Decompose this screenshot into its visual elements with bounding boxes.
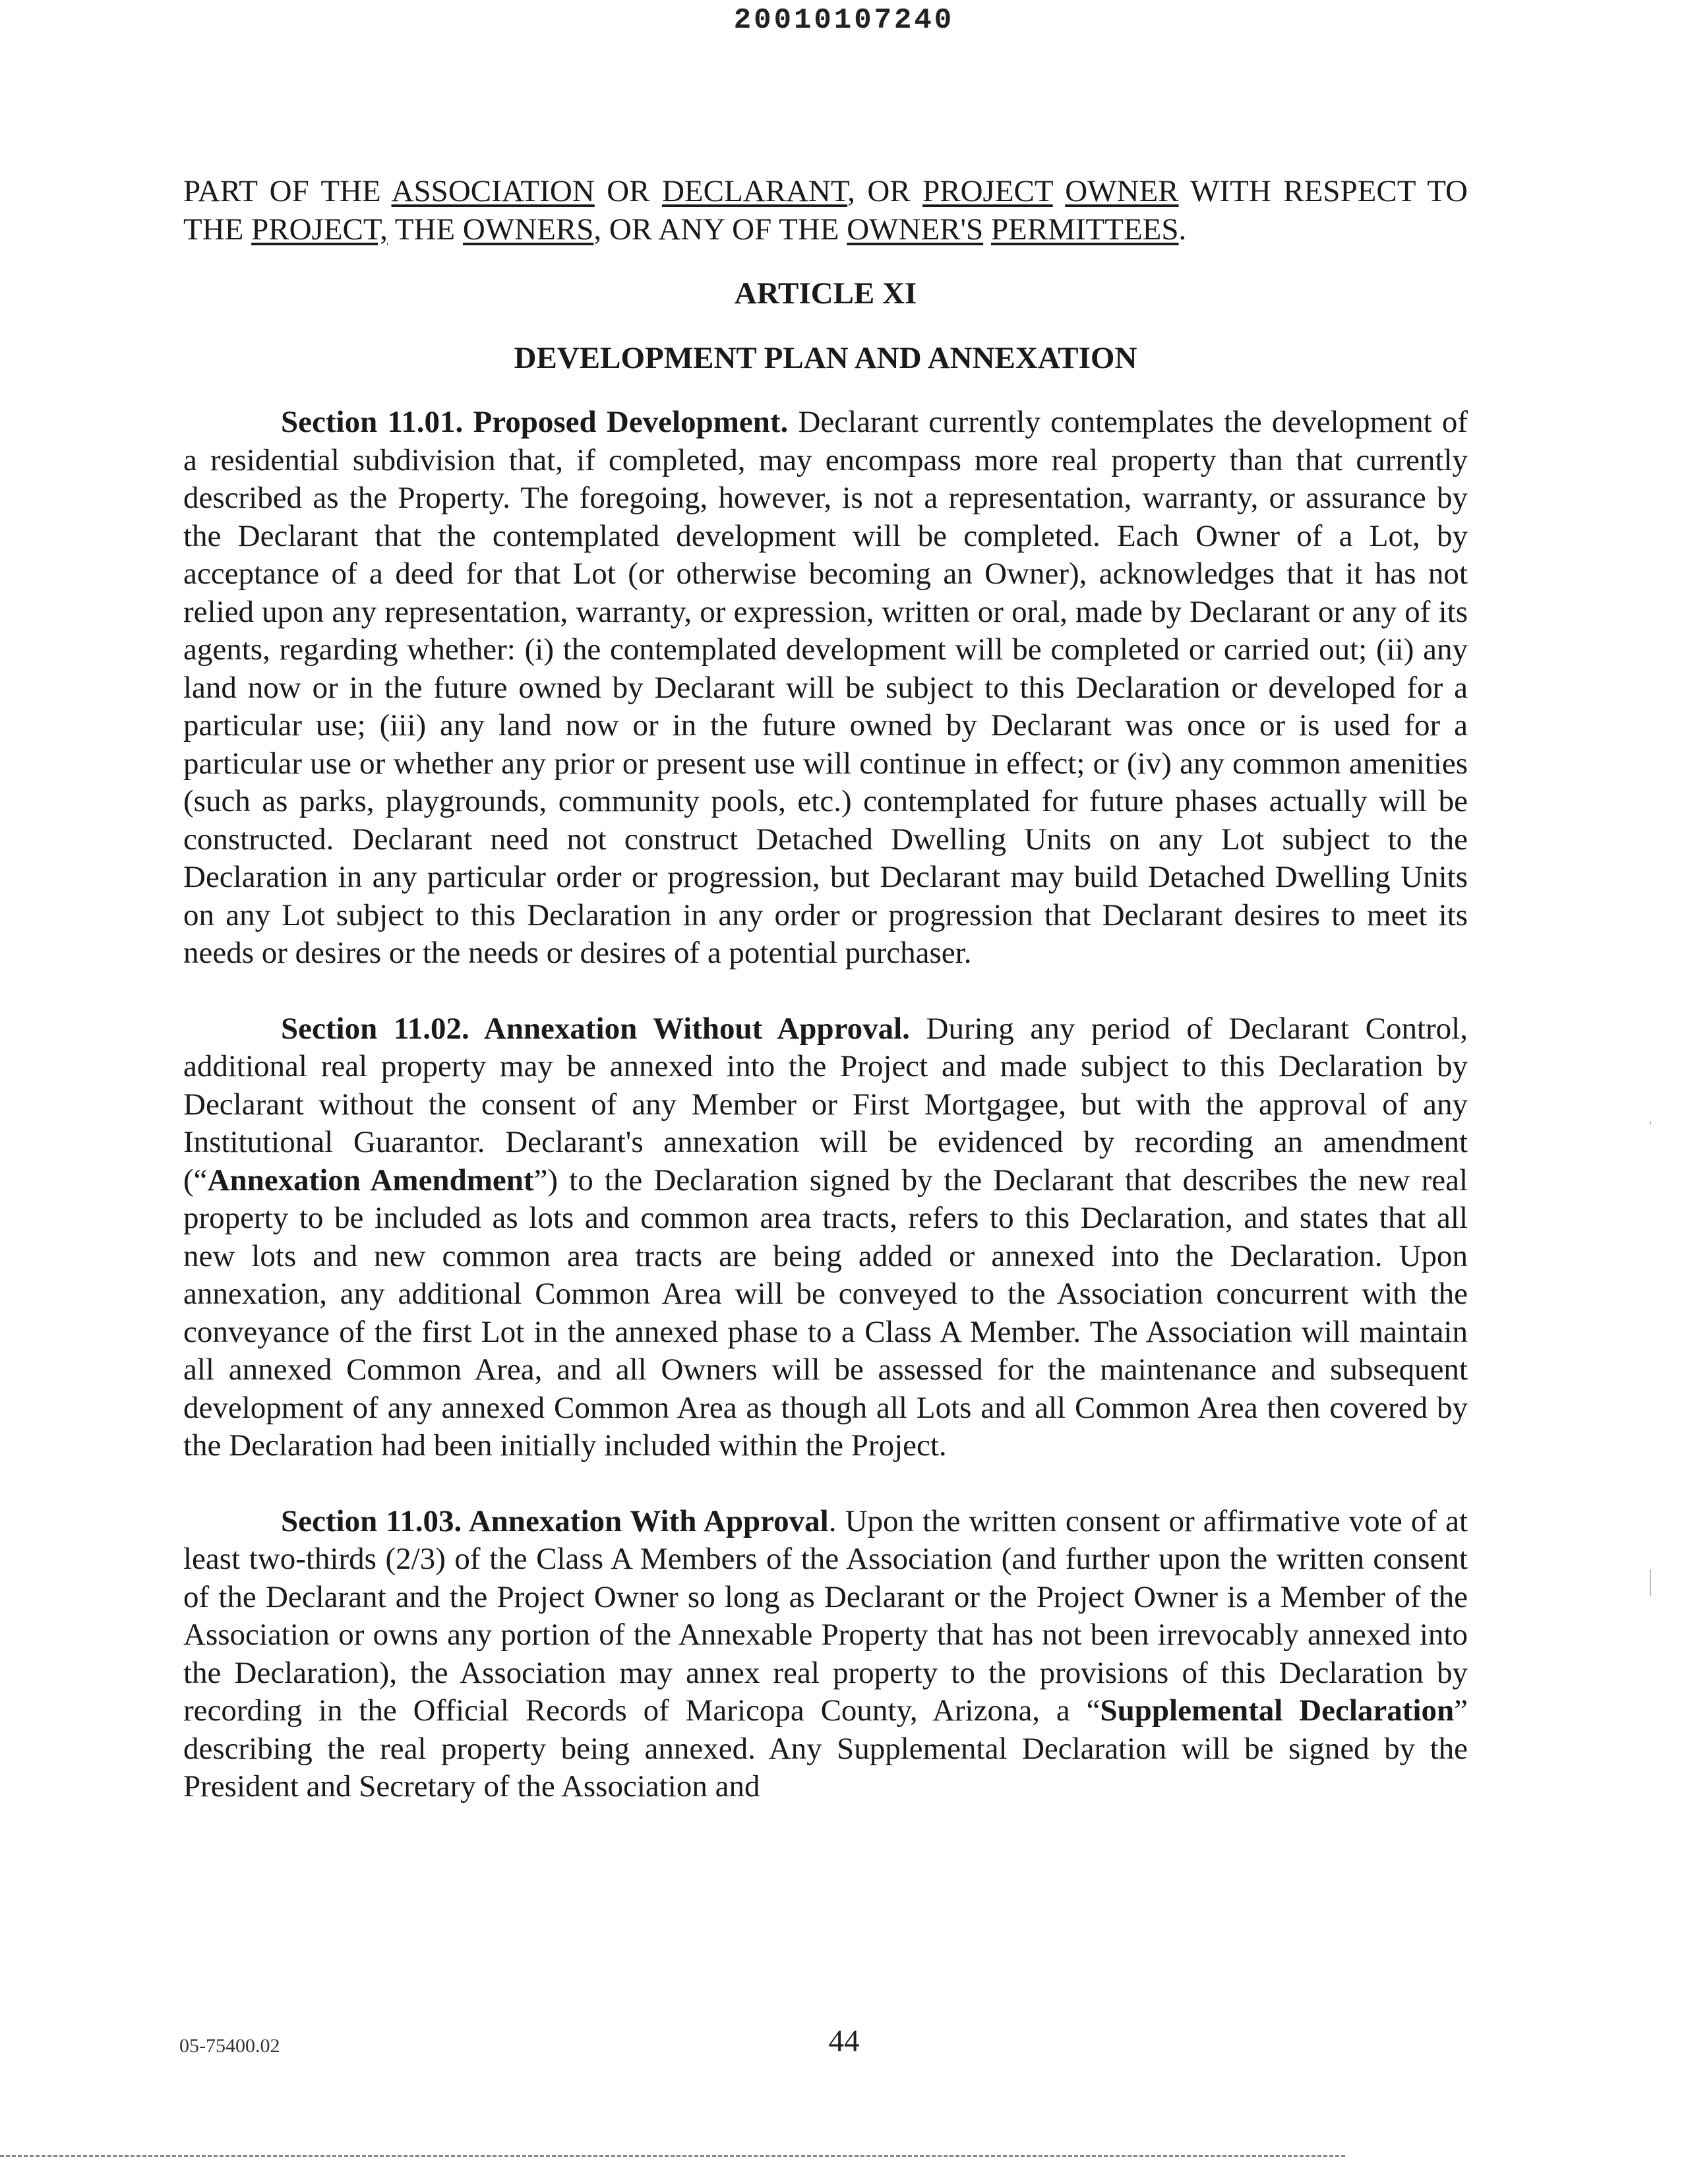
- article-number: ARTICLE XI: [734, 276, 917, 311]
- underlined-term: OWNER: [1065, 174, 1179, 208]
- defined-term: Supplemental Declaration: [1100, 1693, 1455, 1728]
- underlined-term: PROJECT,: [251, 212, 388, 247]
- section-heading: Section 11.01. Proposed Development.: [281, 405, 789, 439]
- article-title: DEVELOPMENT PLAN AND ANNEXATION: [514, 340, 1137, 375]
- document-body: [183, 173, 1468, 1806]
- scan-margin-mark: [1650, 1569, 1651, 1596]
- intro-paragraph: PART OF THE ASSOCIATION OR DECLARANT, OR PROJECT OWNER WITH RESPECT TO THE PROJECT, THE OWNERS, OR ANY OF THE OWNER'S PERMITTEES.: [183, 174, 1468, 247]
- scan-artifact-line: [0, 2155, 1345, 2157]
- defined-term: Annexation Amendment: [207, 1163, 534, 1198]
- section-text: Declarant currently contemplates the development of a residential subdivision that, if completed, may encompass more real property than that currently described as the Property. The foregoing, however, is not a representation, warranty, or assurance by the Declarant that the contemplated development will be completed. Each Owner of a Lot, by acceptance of a deed for that Lot (or otherwise becoming an Owner), acknowledges that it has not relied upon any representation, warranty, or expression, written or oral, made by Declarant or any of its agents, regarding whether: (i) the contemplated development will be completed or carried out; (ii) any land now or in the future owned by Declarant will be subject to this Declaration or developed for a particular use; (iii) any land now or in the future owned by Declarant was once or is used for a particular use or whether any prior or present use will continue in effect; or (iv) any common amenities (such as parks, playgrounds, community pools, etc.) contemplated for future phases actually will be constructed. Declarant need not construct Detached Dwelling Units on any Lot subject to the Declaration in any particular order or progression, but Declarant may build Detached Dwelling Units on any Lot subject to this Declaration in any order or progression that Declarant desires to meet its needs or desires or the needs or desires of a potential purchaser.: [183, 405, 1468, 970]
- page-number: 44: [828, 2024, 860, 2058]
- underlined-term: PROJECT: [922, 174, 1053, 208]
- section-heading: Section 11.03. Annexation With Approval: [281, 1503, 829, 1538]
- section-11-02: [183, 1010, 1468, 1465]
- underlined-term: OWNERS: [462, 212, 594, 247]
- underlined-term: OWNER'S: [847, 212, 984, 247]
- document-code: 05-75400.02: [179, 2035, 280, 2057]
- section-text: . Upon the written consent or affirmative vote of at least two-thirds (2/3) of the Class A Members of the Association (and further upon the written consent of the Declarant and the Project Owner so long as Declarant or the Project Owner is a Member of the Association or owns any portion of the Annexable Property that has not been irrevocably annexed into the Declaration), the Association may annex real property to the provisions of this Declaration by recording in the Official Records of Maricopa County, Arizona, a “: [183, 1503, 1468, 1728]
- underlined-term: PERMITTEES: [990, 212, 1179, 247]
- section-heading: Section 11.02. Annexation Without Approval.: [281, 1011, 910, 1046]
- section-11-03: [183, 1503, 1468, 1806]
- underlined-term: ASSOCIATION: [391, 174, 595, 208]
- recording-number: 20010107240: [733, 4, 955, 37]
- section-text: ”) to the Declaration signed by the Declarant that describes the new real property to be included as lots and common area tracts, refers to this Declaration, and states that all new lots and new common area tracts are being added or annexed into the Declaration. Upon annexation, any additional Common Area will be conveyed to the Association concurrent with the conveyance of the first Lot in the annexed phase to a Class A Member. The Association will maintain all annexed Common Area, and all Owners will be assessed for the maintenance and subsequent development of any annexed Common Area as though all Lots and all Common Area then covered by the Declaration had been initially included within the Project.: [183, 1163, 1468, 1463]
- section-text: During any period of Declarant Control, additional real property may be annexed into the Project and made subject to this Declaration by Declarant without the consent of any Member or First Mortgagee, but with the approval of any Institutional Guarantor. Declarant's annexation will be evidenced by recording an amendment (“: [183, 1011, 1468, 1198]
- section-11-01: [183, 404, 1468, 973]
- scan-margin-mark: [1650, 1121, 1651, 1125]
- underlined-term: DECLARANT: [661, 174, 848, 208]
- section-text: ” describing the real property being annexed. Any Supplemental Declaration will be signed by the President and Secretary of the Association and: [183, 1693, 1468, 1804]
